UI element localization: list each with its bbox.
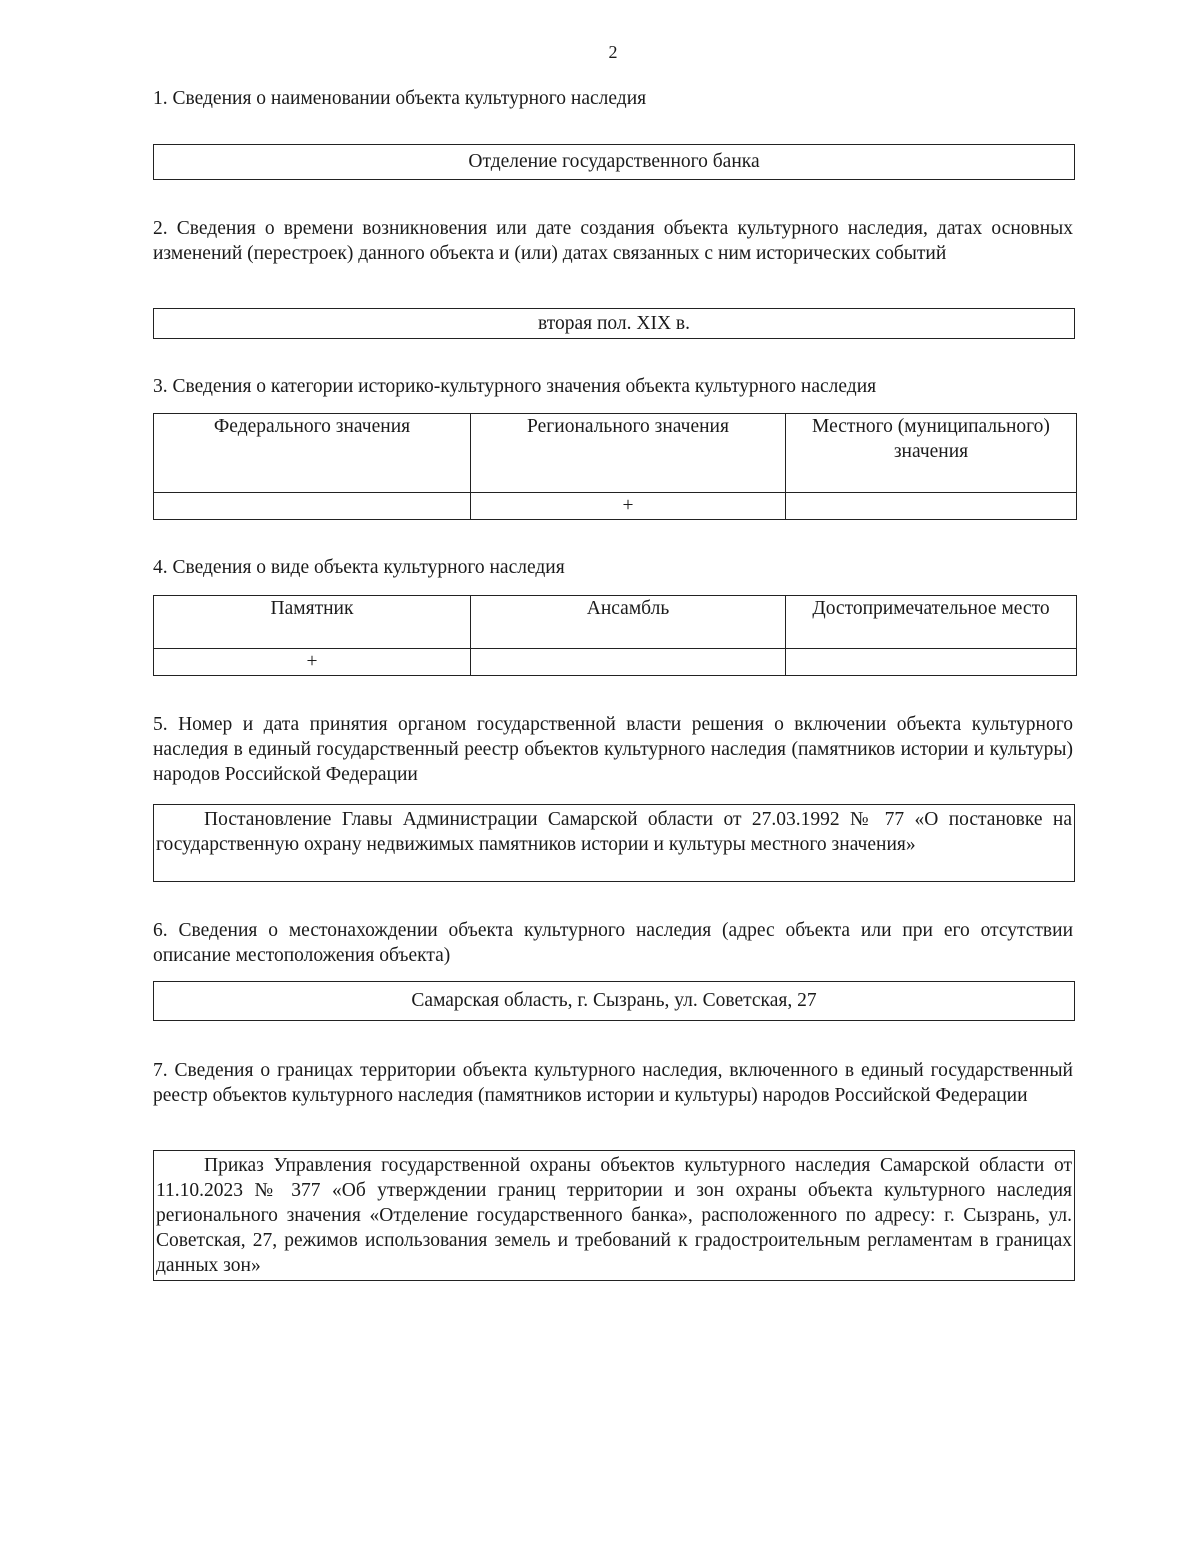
object-name: Отделение государственного банка — [468, 151, 760, 172]
kind-mark-monument: + — [154, 649, 471, 676]
category-mark-local — [786, 493, 1077, 520]
kind-table — [153, 595, 1077, 676]
category-mark-row — [154, 493, 1077, 520]
category-table — [153, 413, 1077, 520]
category-col-regional: Регионального значения — [471, 414, 786, 493]
kind-col-ensemble: Ансамбль — [471, 596, 786, 649]
kind-mark-row — [154, 649, 1077, 676]
section-4-heading: 4. Сведения о виде объекта культурного наследия — [153, 557, 565, 578]
kind-mark-ensemble — [471, 649, 786, 676]
section-1-value-box — [153, 144, 1075, 180]
kind-header-row — [154, 596, 1077, 649]
kind-mark-landmark — [786, 649, 1077, 676]
section-3-heading: 3. Сведения о категории историко-культурного значения объекта культурного наследия — [153, 376, 877, 397]
kind-col-monument: Памятник — [154, 596, 471, 649]
category-mark-regional: + — [471, 493, 786, 520]
page-number: 2 — [608, 42, 618, 62]
section-6-value-box — [153, 981, 1075, 1021]
section-1-heading: 1. Сведения о наименовании объекта культурного наследия — [153, 88, 647, 109]
section-7-heading: 7. Сведения о границах территории объекта культурного наследия, включенного в единый государственный реестр объектов культурного наследия (памятников истории и культуры) народов Российской Федерации — [153, 1060, 1073, 1106]
creation-date: вторая пол. XIX в. — [537, 312, 690, 334]
section-2-value-box — [153, 308, 1075, 339]
territory-order: Приказ Управления государственной охраны объектов культурного наследия Самарской области от 11.10.2023 № 377 «Об утверждении границ территории и зон охраны объекта культурного наследия регионального значения «Отделение государственного банка», расположенного по адресу: г. Сызрань, ул. Советская, 27, режимов использования земель и требований к градостроительным регламентам в границах данных зон» — [156, 1155, 1072, 1276]
category-header-row — [154, 414, 1077, 493]
section-7-value-box — [153, 1150, 1075, 1281]
category-col-local: Местного (муниципального) значения — [786, 414, 1077, 493]
object-address: Самарская область, г. Сызрань, ул. Советская, 27 — [411, 990, 817, 1011]
kind-col-landmark: Достопримечательное место — [786, 596, 1077, 649]
section-6-heading: 6. Сведения о местонахождении объекта культурного наследия (адрес объекта или при его отсутствии описание местоположения объекта) — [153, 920, 1073, 966]
section-5-value-box — [153, 804, 1075, 882]
category-col-federal: Федерального значения — [154, 414, 471, 493]
section-2-heading: 2. Сведения о времени возникновения или дате создания объекта культурного наследия, датах основных изменений (перестроек) данного объекта и (или) датах связанных с ним исторических событий — [153, 218, 1073, 264]
registry-decision: Постановление Главы Администрации Самарской области от 27.03.1992 № 77 «О постановке на государственную охрану недвижимых памятников истории и культуры местного значения» — [156, 809, 1072, 855]
section-5-heading: 5. Номер и дата принятия органом государственной власти решения о включении объекта культурного наследия в единый государственный реестр объектов культурного наследия (памятников истории и культуры) народов Российской Федерации — [153, 714, 1073, 785]
category-mark-federal — [154, 493, 471, 520]
